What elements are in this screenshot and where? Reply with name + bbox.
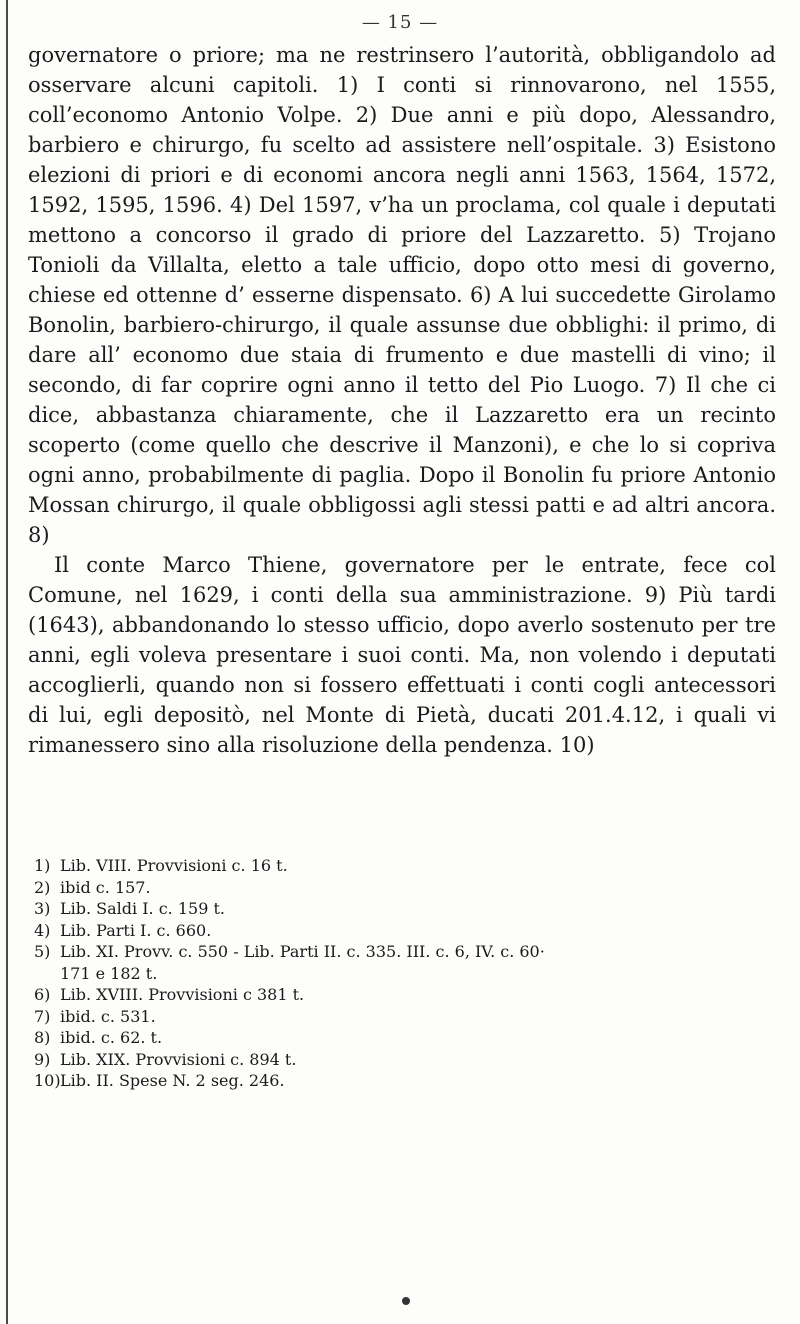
- footnote-text: Lib. Saldi I. c. 159 t.: [60, 899, 225, 918]
- footnote-number: 2): [34, 877, 51, 897]
- paragraph: Il conte Marco Thiene, governatore per le entrate, fece col Comune, nel 1629, i conti della sua amministrazione. 9) Più tardi (1643), abbandonando lo stesso ufficio, dopo averlo sostenuto per tre anni, egli voleva presentare i suoi conti. Ma, non volendo i deputati accoglierli, quando non si fossero effettuati i conti cogli antecessori di lui, egli depositò, nel Monte di Pietà, ducati 201.4.12, i quali vi rimanessero sino alla risoluzione della pendenza. 10): [28, 553, 776, 757]
- footnote: [34, 984, 774, 1006]
- footnote: [34, 1049, 774, 1071]
- footnote-text: ibid c. 157.: [60, 877, 151, 897]
- footnote-number: 3): [34, 899, 51, 918]
- footnote: [34, 1070, 774, 1092]
- footnote-text: ibid. c. 62. t.: [60, 1028, 163, 1047]
- footnote-number: 7): [34, 1006, 51, 1026]
- footnote: [34, 877, 774, 899]
- footnote: [34, 898, 774, 920]
- footnote-text: 171 e 182 t.: [60, 963, 158, 983]
- footnote-number: 9): [34, 1049, 51, 1069]
- footnote-number: 4): [34, 920, 51, 940]
- page-edge-line: [6, 0, 8, 1324]
- paragraph: governatore o priore; ma ne restrinsero l’autorità, obbligandolo ad osservare alcuni capitoli. 1) I conti si rinnovarono, nel 1555, coll’economo Antonio Volpe. 2) Due anni e più dopo, Alessandro, barbiero e chirurgo, fu scelto ad assistere nell’ospitale. 3) Esistono elezioni di priori e di economi ancora negli anni 1563, 1564, 1572, 1592, 1595, 1596. 4) Del 1597, v’ha un proclama, col quale i deputati mettono a concorso il grado di priore del Lazzaretto. 5) Trojano Tonioli da Villalta, eletto a tale ufficio, dopo otto mesi di governo, chiese ed ottenne d’ esserne dispensato. 6) A lui succedette Girolamo Bonolin, barbiero-chirurgo, il quale assunse due obblighi: il primo, di dare all’ economo due staia di frumento e due mastelli di vino; il secondo, di far coprire ogni anno il tetto del Pio Luogo. 7) Il che ci dice, abbastanza chiaramente, che il Lazzaretto era un recinto scoperto (come quello che descrive il Manzoni), e che lo si copriva ogni anno, probabilmente di paglia. Dopo il Bonolin fu priore Antonio Mossan chirurgo, il quale obbligossi agli stessi patti e ad altri ancora. 8): [28, 43, 776, 547]
- footnote-text: Lib. XI. Provv. c. 550 - Lib. Parti II. c. 335. III. c. 6, IV. c. 60·: [60, 942, 545, 961]
- footnote-continuation: [34, 963, 774, 985]
- footnote: [34, 855, 774, 877]
- footnote-text: Lib. Parti I. c. 660.: [60, 920, 212, 940]
- footnote-number: 10): [34, 1071, 61, 1090]
- footnote-number: 5): [34, 942, 51, 961]
- footnote-text: Lib. XIX. Provvisioni c. 894 t.: [60, 1049, 297, 1069]
- ink-speck: [402, 1297, 410, 1305]
- footnote: [34, 1027, 774, 1049]
- footnote-text: Lib. II. Spese N. 2 seg. 246.: [60, 1071, 285, 1090]
- footnote-text: Lib. VIII. Provvisioni c. 16 t.: [60, 856, 288, 875]
- footnotes: [34, 855, 774, 1092]
- main-text: [28, 40, 776, 760]
- footnote: [34, 1006, 774, 1028]
- footnote-number: 8): [34, 1028, 51, 1047]
- page-number: — 15 —: [361, 12, 439, 33]
- footnote: [34, 920, 774, 942]
- footnote: [34, 941, 774, 963]
- footnote-text: ibid. c. 531.: [60, 1006, 156, 1026]
- footnote-number: 6): [34, 985, 51, 1004]
- footnote-text: Lib. XVIII. Provvisioni c 381 t.: [60, 985, 305, 1004]
- footnote-number: 1): [34, 856, 51, 875]
